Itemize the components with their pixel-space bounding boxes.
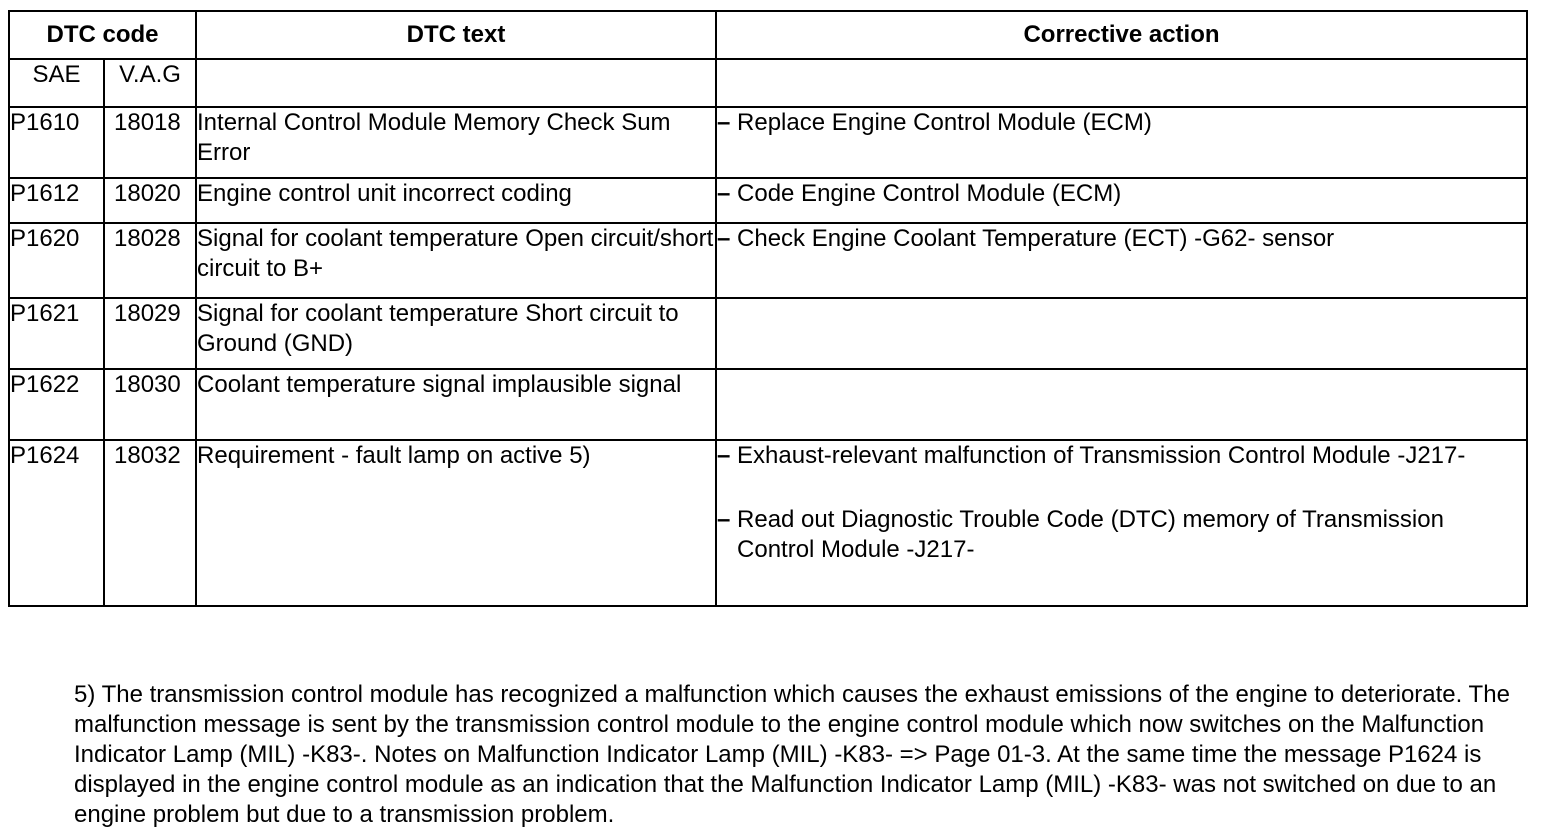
dtc-text: Signal for coolant temperature Short circuit to Ground (GND) xyxy=(196,298,716,369)
table-row xyxy=(9,107,1527,178)
table-row xyxy=(9,298,1527,369)
action-text: Code Engine Control Module (ECM) xyxy=(737,180,1122,207)
header-dtc-code: DTC code xyxy=(9,11,196,59)
corrective-action xyxy=(716,369,1527,440)
dtc-text: Requirement - fault lamp on active 5) xyxy=(196,440,716,606)
header-corrective-action: Corrective action xyxy=(716,11,1527,59)
corrective-action xyxy=(716,178,1527,223)
action-item xyxy=(717,224,1526,254)
subheader-empty-action xyxy=(716,59,1527,107)
vag-code: 18030 xyxy=(104,369,196,440)
corrective-action xyxy=(716,440,1527,606)
corrective-action xyxy=(716,107,1527,178)
dash-icon: – xyxy=(717,506,731,533)
vag-code: 18029 xyxy=(104,298,196,369)
action-item xyxy=(717,108,1526,138)
action-item xyxy=(717,441,1526,471)
dash-icon: – xyxy=(717,442,731,469)
dtc-text: Internal Control Module Memory Check Sum Error xyxy=(196,107,716,178)
header-row xyxy=(9,11,1527,59)
corrective-action xyxy=(716,298,1527,369)
dtc-text: Signal for coolant temperature Open circuit/short circuit to B+ xyxy=(196,223,716,298)
subheader-empty-text xyxy=(196,59,716,107)
vag-code: 18018 xyxy=(104,107,196,178)
action-text: Check Engine Coolant Temperature (ECT) -G62- sensor xyxy=(737,225,1335,252)
table-row xyxy=(9,223,1527,298)
corrective-action xyxy=(716,223,1527,298)
subheader-sae: SAE xyxy=(9,59,104,107)
sae-code: P1621 xyxy=(9,298,104,369)
sae-code: P1620 xyxy=(9,223,104,298)
dash-icon: – xyxy=(717,180,731,207)
dash-icon: – xyxy=(717,109,731,136)
table-row xyxy=(9,178,1527,223)
action-text: Replace Engine Control Module (ECM) xyxy=(737,109,1152,136)
action-text: Exhaust-relevant malfunction of Transmission Control Module -J217- xyxy=(737,442,1466,469)
sae-code: P1624 xyxy=(9,440,104,606)
header-dtc-text: DTC text xyxy=(196,11,716,59)
sae-code: P1622 xyxy=(9,369,104,440)
dash-icon: – xyxy=(717,225,731,252)
vag-code: 18028 xyxy=(104,223,196,298)
sae-code: P1612 xyxy=(9,178,104,223)
dtc-text: Engine control unit incorrect coding xyxy=(196,178,716,223)
dtc-table xyxy=(8,10,1528,607)
footnote: 5) The transmission control module has recognized a malfunction which causes the exhaust emissions of the engine to deteriorate. The malfunction message is sent by the transmission control module to the engine control module which now switches on the Malfunction Indicator Lamp (MIL) -K83-. Notes on Malfunction Indicator Lamp (MIL) -K83- => Page 01-3. At the same time the message P1624 is displayed in the engine control module as an indication that the Malfunction Indicator Lamp (MIL) -K83- was not switched on due to an engine problem but due to a transmission problem. xyxy=(74,681,1510,828)
table-row xyxy=(9,369,1527,440)
subheader-vag: V.A.G xyxy=(104,59,196,107)
vag-code: 18020 xyxy=(104,178,196,223)
action-item xyxy=(717,505,1526,565)
sae-code: P1610 xyxy=(9,107,104,178)
vag-code: 18032 xyxy=(104,440,196,606)
table-row xyxy=(9,440,1527,606)
action-item xyxy=(717,179,1526,209)
action-text: Read out Diagnostic Trouble Code (DTC) memory of Transmission Control Module -J217- xyxy=(737,506,1444,563)
dtc-text: Coolant temperature signal implausible signal xyxy=(196,369,716,440)
subheader-row xyxy=(9,59,1527,107)
